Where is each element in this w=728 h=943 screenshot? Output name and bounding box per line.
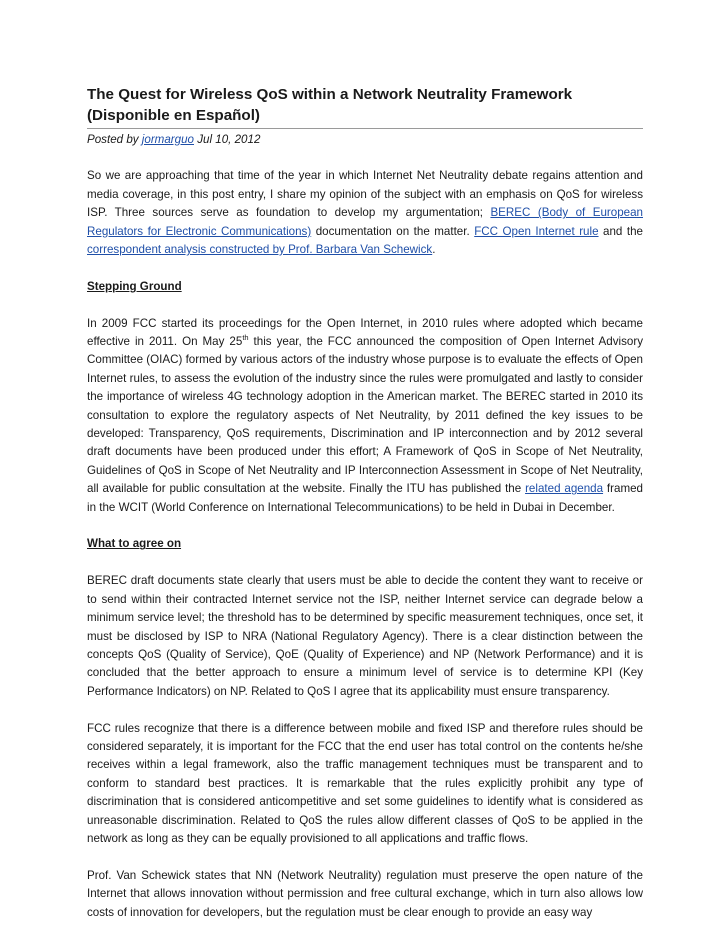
post-date: Jul 10, 2012 [194,133,261,146]
fcc-rule-link[interactable]: FCC Open Internet rule [474,224,599,238]
van-schewick-paragraph: Prof. Van Schewick states that NN (Network Neutrality) regulation must preserve the open nature of the Internet that allows innovation without permission and free cultural exchange, which in turn also allows low costs of innovation for developers, but the regulation must be clear enough to provide an easy way [87,868,643,919]
berec-link[interactable]: BEREC (Body of European Regulators for Electronic Communications) [87,206,643,238]
title-divider [87,128,643,129]
van-schewick-analysis-link[interactable]: correspondent analysis constructed by Prof. Barbara Van Schewick [87,243,433,257]
byline [87,131,643,149]
section-heading-stepping-ground: Stepping Ground [87,279,182,293]
intro-text-1: So we are approaching that time of the year in which Internet Net Neutrality debate regains attention and media coverage, in this post entry, I share my opinion of the subject with an emphasis on QoS for wireless ISP. Three sources serve as foundation to develop my argumentation; [87,169,643,220]
intro-text-2: documentation on the matter. [311,224,475,238]
section1-text-2: this year, the FCC announced the composition of Open Internet Advisory Committee (OIAC) formed by various actors of the industry whose purpose is to evaluate the effects of Open Internet rules, to assess the evolution of the industry since the rules were promulgated and lastly to consider the importance of wireless 4G technology adoption in the American market. The BEREC started in 2010 its consultation to explore the regulatory aspects of Net Neutrality, by 2011 defined the key issues to be developed: Transparency, QoS requirements, Discrimination and IP interconnection and by 2012 several draft documents have been produced under this effort; A Framework of QoS in Scope of Net Neutrality, Guidelines of QoS in Scope of Net Neutrality and IP Interconnection Assessment in Scope of Net Neutrality, all available for public consultation at the website. Finally the ITU has published the [87,335,644,496]
author-link[interactable]: jormarguo [141,133,194,146]
berec-paragraph: BEREC draft documents state clearly that users must be able to decide the content they want to receive or to send within their contracted Internet service not the ISP, neither Internet service can degrade below a minimum service level; the threshold has to be determined by specific measurement techniques, once set, it must be disclosed by ISP to NRA (National Regulatory Agency). There is a clear distinction between the concepts QoS (Quality of Service), QoE (Quality of Experience) and NP (Network Performance) and it is concluded that the better approach to ensure a minimum level of service is to determine KPI (Key Performance Indicators) on NP. Related to QoS I agree that its applicability must ensure transparency. [87,574,643,698]
superscript: th [242,333,249,343]
section-heading-what-to-agree-on: What to agree on [87,537,182,551]
page-title: The Quest for Wireless QoS within a Network Neutrality Framework (Disponible en Español) [87,86,573,124]
intro-text-3: and the [598,224,643,238]
section1-text-3: framed in the WCIT (World Conference on International Telecommunications) to be held in Dubai in December. [87,482,643,514]
document-page [87,84,643,940]
fcc-paragraph: FCC rules recognize that there is a difference between mobile and fixed ISP and therefore rules should be considered separately, it is important for the FCC that the end user has total control on the contents he/she receives within a legal framework, also the traffic management techniques must be transparent and to conform to standard best practices. It is remarkable that the rules explicitly prohibit any type of discrimination that is considered anticompetitive and set some guidelines to identify what is considered as unreasonable discrimination. Related to QoS the rules allow different classes of QoS to be applied in the network as long as they can be equally provisioned to all applications and traffic flows. [87,721,643,845]
intro-text-4: . [432,243,436,257]
byline-prefix: Posted by [87,133,142,146]
intro-paragraph [87,167,643,259]
related-agenda-link[interactable]: related agenda [525,482,604,496]
section1-text-1: In 2009 FCC started its proceedings for the Open Internet, in 2010 rules where adopted which became effective in 2011. On May 25 [87,316,643,349]
stepping-ground-paragraph [87,315,643,517]
